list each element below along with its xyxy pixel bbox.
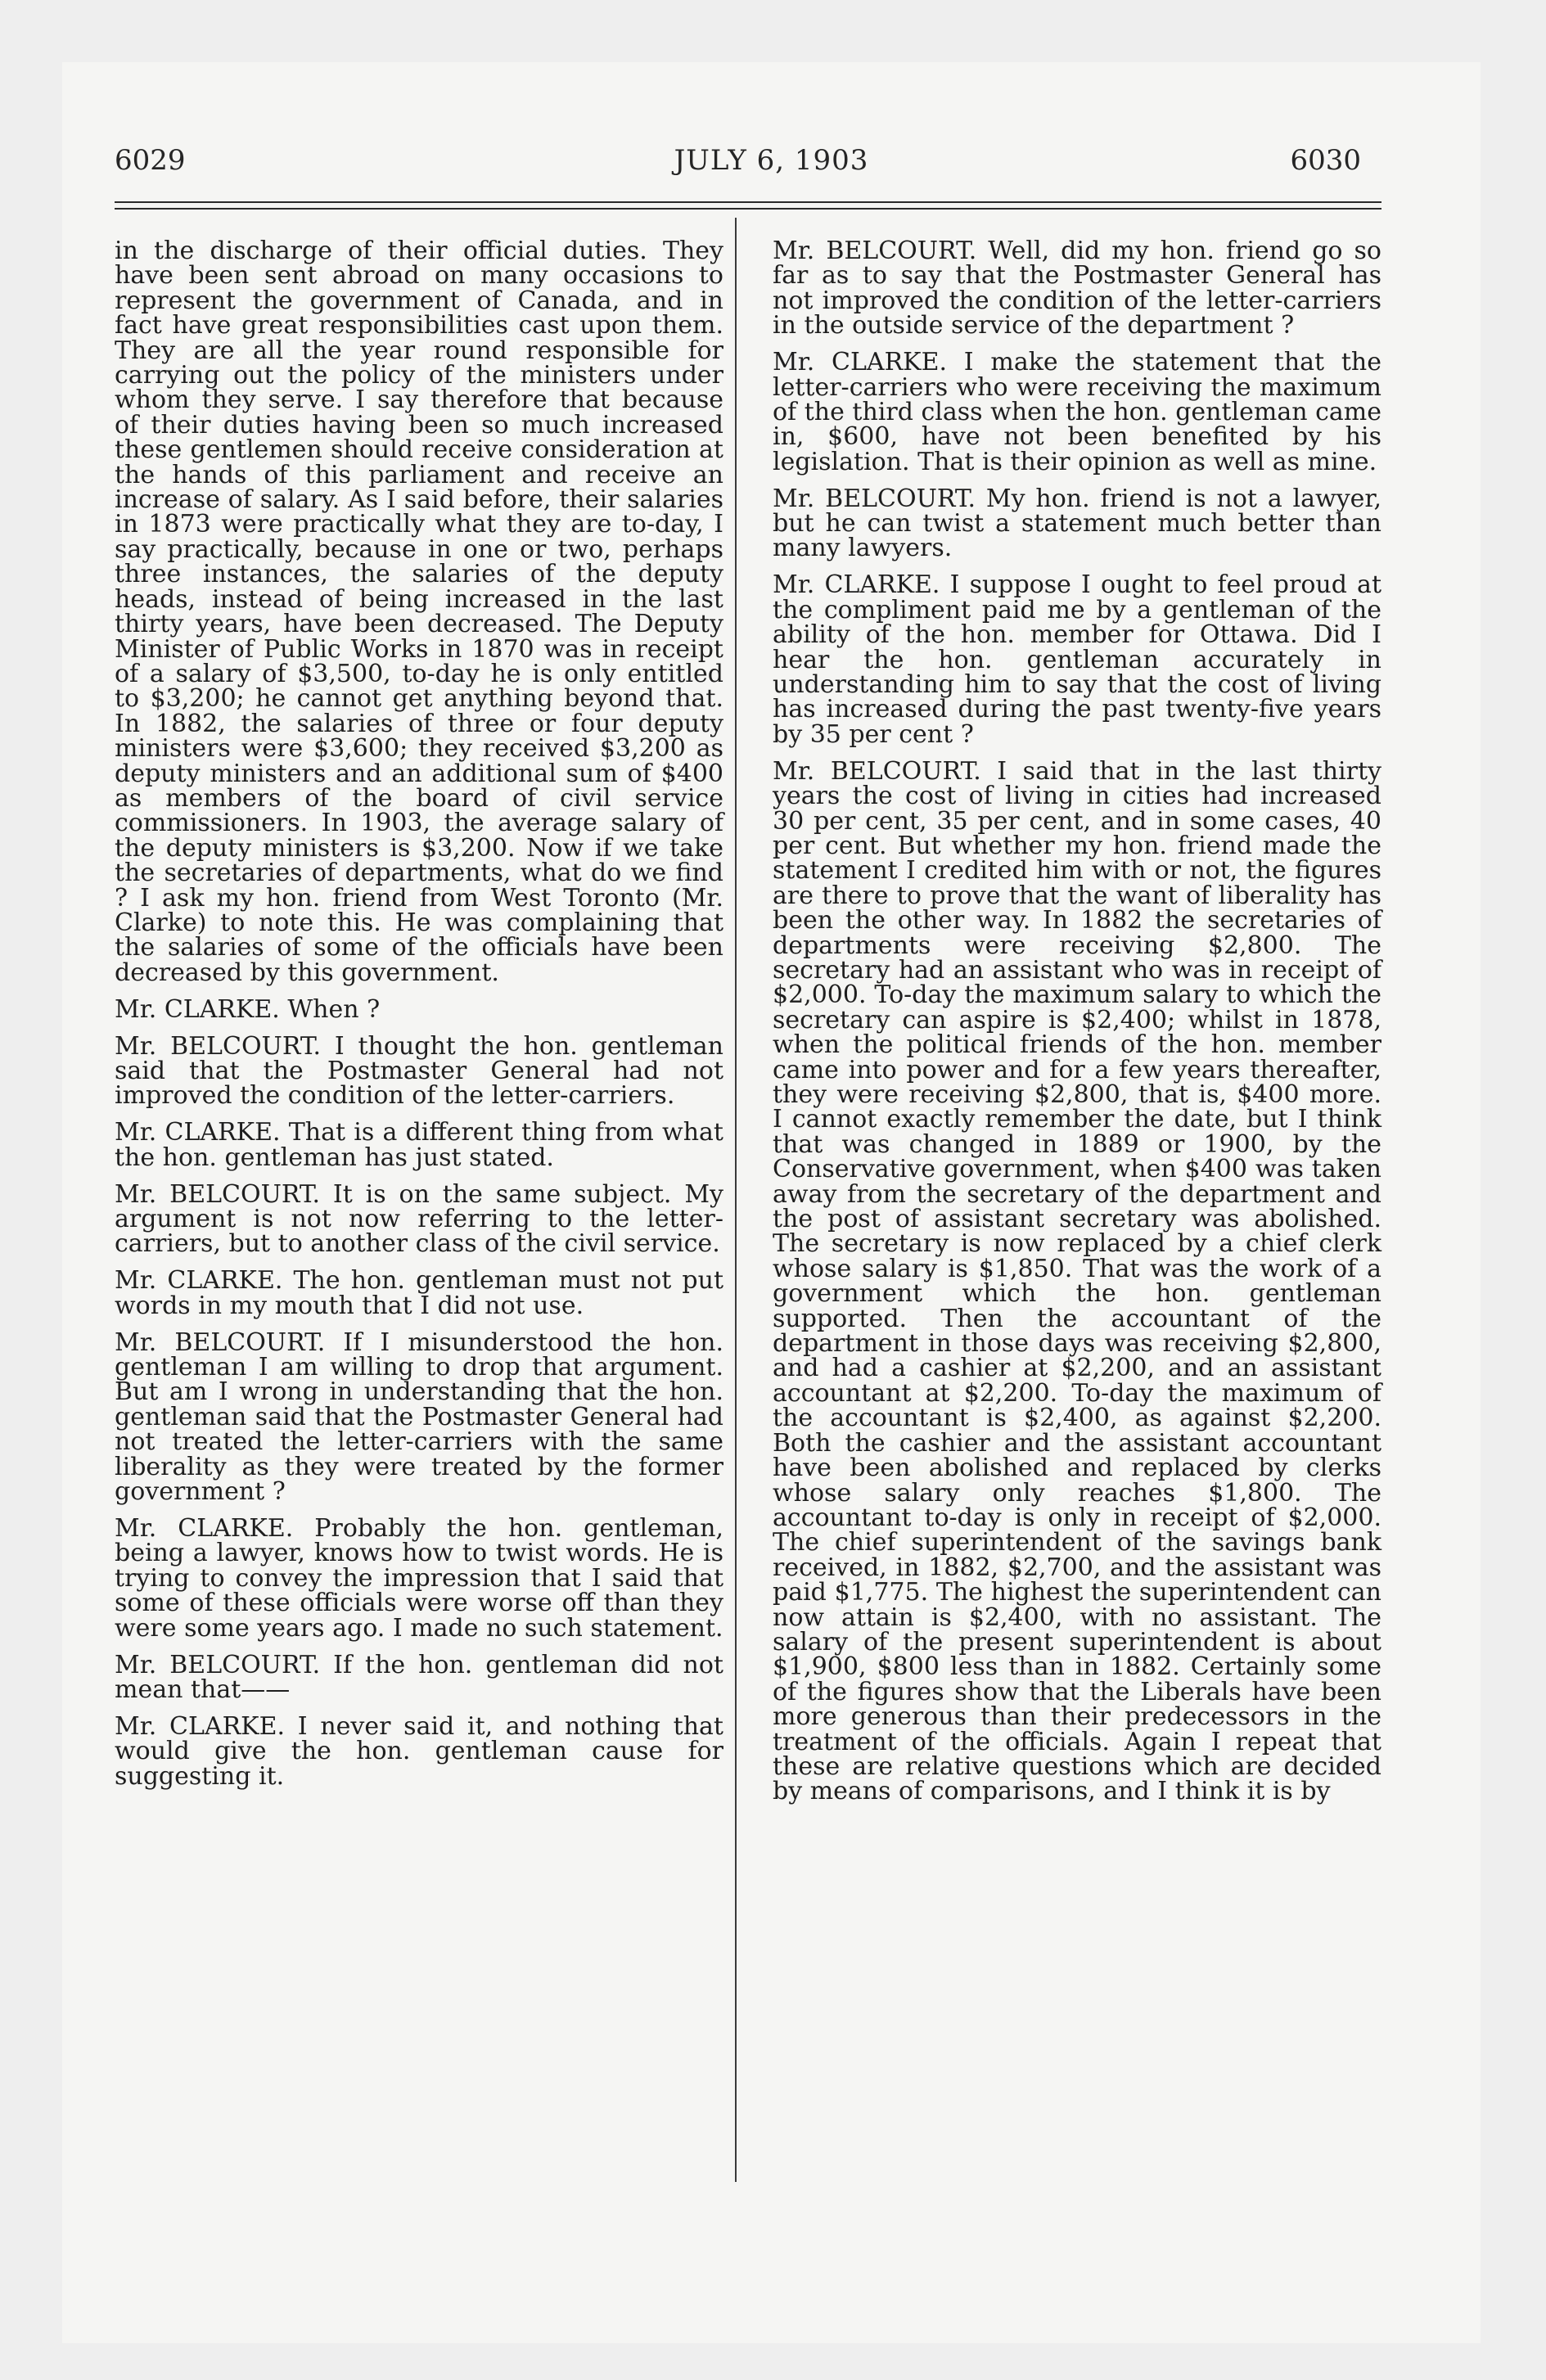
right-column [773, 239, 1381, 1816]
header-rule-bottom [115, 208, 1381, 210]
paragraph: Mr. CLARKE. I suppose I ought to feel proud at the compliment paid me by a gentleman of the ability of the hon. member for Ottawa. Did I hear the hon. gentleman accurately in understanding him to say that the cost of living has increased during the past twenty-five years by 35 per cent ? [773, 570, 1381, 749]
paragraph: Mr. BELCOURT. Well, did my hon. friend go so far as to say that the Postmaster General has not improved the condition of the letter-carriers in the outside service of the department ? [773, 237, 1381, 340]
paragraph: Mr. BELCOURT. My hon. friend is not a lawyer, but he can twist a statement much better than many lawyers. [773, 484, 1381, 563]
paragraph: in the discharge of their official duties. They have been sent abroad on many occasions to represent the government of Canada, and in fact have great responsibilities cast upon them. They are all the year round responsible for carrying out the policy of the ministers under whom they serve. I say therefore that because of their duties having been so much increased these gentlemen should receive consideration at the hands of this parliament and receive an increase of salary. As I said before, their salaries in 1873 were practically what they are to-day, I say practically, because in one or two, perhaps three instances, the salaries of the deputy heads, instead of being increased in the last thirty years, have been decreased. The Deputy Minister of Public Works in 1870 was in receipt of a salary of $3,500, to-day he is only entitled to $3,200; he cannot get anything beyond that. In 1882, the salaries of three or four deputy ministers were $3,600; they received $3,200 as deputy ministers and an additional sum of $400 as members of the board of civil service commissioners. In 1903, the average salary of the deputy ministers is $3,200. Now if we take the secretaries of departments, what do we find ? I ask my hon. friend from West Toronto (Mr. Clarke) to note this. He was complaining that the salaries of some of the officials have been decreased by this government. [115, 237, 723, 987]
page-date-header: JULY 6, 1903 [674, 144, 869, 177]
paragraph: Mr. BELCOURT. I said that in the last thirty years the cost of living in cities had increased 30 per cent, 35 per cent, and in some cases, 40 per cent. But whether my hon. friend made the statement I credited him with or not, the figures are there to prove that the want of liberality has been the other way. In 1882 the secretaries of departments were receiving $2,800. The secretary had an assistant who was in receipt of $2,000. To-day the maximum salary to which the secretary can aspire is $2,400; whilst in 1878, when the political friends of the hon. member came into power and for a few years thereafter, they were receiving $2,800, that is, $400 more. I cannot exactly remember the date, but I think that was changed in 1889 or 1900, by the Conservative government, when $400 was taken away from the secretary of the department and the post of assistant secretary was abolished. The secretary is now replaced by a chief clerk whose salary is $1,850. That was the work of a government which the hon. gentleman supported. Then the accountant of the department in those days was receiving $2,800, and had a cashier at $2,200, and an assistant accountant at $2,200. To-day the maximum of the accountant is $2,400, as against $2,200. Both the cashier and the assistant accountant have been abolished and replaced by clerks whose salary only reaches $1,800. The accountant to-day is only in receipt of $2,000. The chief superintendent of the savings bank received, in 1882, $2,700, and the assistant was paid $1,775. The highest the superintendent can now attain is $2,400, with no assistant. The salary of the present superintendent is about $1,900, $800 less than in 1882. Certainly some of the figures show that the Liberals have been more generous than their predecessors in the treatment of the officials. Again I repeat that these are relative questions which are decided by means of comparisons, and I think it is by [773, 756, 1381, 1806]
column-divider [735, 218, 737, 2182]
header-rule-top [115, 201, 1381, 203]
paragraph: Mr. CLARKE. The hon. gentleman must not put words in my mouth that I did not use. [115, 1266, 723, 1320]
paragraph: Mr. CLARKE. When ? [115, 994, 381, 1024]
left-column [115, 239, 723, 1801]
document-page [62, 62, 1481, 2343]
paragraph: Mr. BELCOURT. It is on the same subject. My argument is not now referring to the letter-carriers, but to another class of the civil service. [115, 1179, 723, 1259]
paragraph: Mr. CLARKE. I make the statement that the letter-carriers who were receiving the maximum of the third class when the hon. gentleman came in, $600, have not been benefited by his legislation. That is their opinion as well as mine. [773, 348, 1381, 476]
paragraph: Mr. BELCOURT. If the hon. gentleman did not mean that—— [115, 1650, 723, 1704]
paragraph: Mr. BELCOURT. I thought the hon. gentleman said that the Postmaster General had not improved the condition of the letter-carriers. [115, 1031, 723, 1111]
page-number-right: 6030 [1290, 144, 1361, 177]
paragraph: Mr. CLARKE. That is a different thing from what the hon. gentleman has just stated. [115, 1118, 723, 1172]
paragraph: Mr. BELCOURT. If I misunderstood the hon. gentleman I am willing to drop that argument. But am I wrong in understanding that the hon. gentleman said that the Postmaster General had not treated the letter-carriers with the same liberality as they were treated by the former government ? [115, 1327, 723, 1507]
paragraph: Mr. CLARKE. Probably the hon. gentleman, being a lawyer, knows how to twist words. He is trying to convey the impression that I said that some of these officials were worse off than they were some years ago. I made no such statement. [115, 1514, 723, 1643]
paragraph: Mr. CLARKE. I never said it, and nothing that would give the hon. gentleman cause for suggesting it. [115, 1711, 723, 1791]
page-number-left: 6029 [115, 144, 186, 177]
